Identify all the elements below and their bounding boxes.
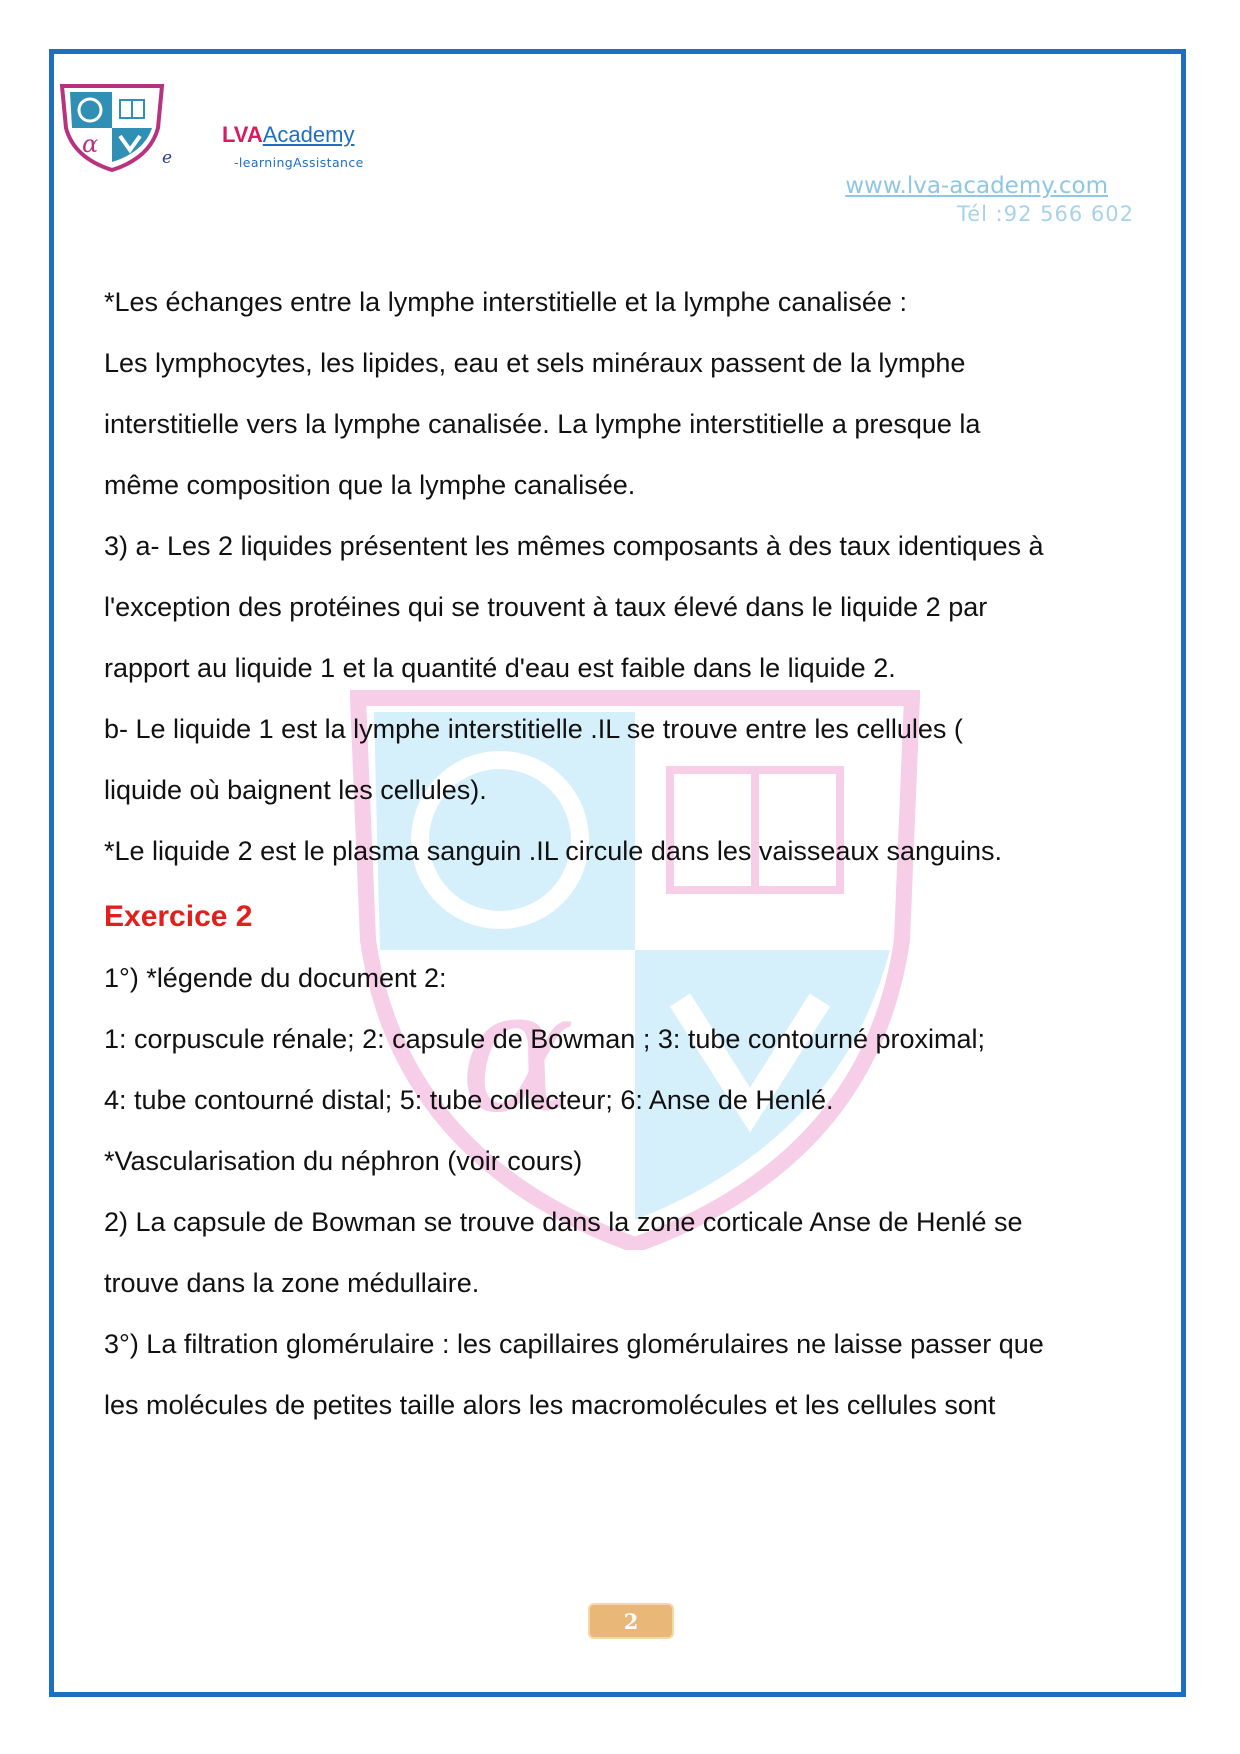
- paragraph-line: 2) La capsule de Bowman se trouve dans la zone corticale Anse de Henlé se: [104, 1207, 1023, 1237]
- paragraph-line: liquide où baignent les cellules).: [104, 775, 487, 805]
- paragraph-line: *Vascularisation du néphron (voir cours): [104, 1146, 583, 1176]
- logo-letter: e: [162, 148, 173, 168]
- paragraph-line: 4: tube contourné distal; 5: tube collecteur; 6: Anse de Henlé.: [104, 1085, 834, 1115]
- paragraph-line: Les lymphocytes, les lipides, eau et sels minéraux passent de la lymphe: [104, 348, 966, 378]
- lva-logo-icon: [58, 80, 166, 172]
- paragraph-line: les molécules de petites taille alors les macromolécules et les cellules sont: [104, 1390, 996, 1420]
- page-number-badge: [588, 1603, 674, 1639]
- phone-number: Tél :92 566 602: [956, 202, 1134, 226]
- paragraph-line: interstitielle vers la lymphe canalisée. La lymphe interstitielle a presque la: [104, 409, 981, 439]
- paragraph-line: même composition que la lymphe canalisée.: [104, 470, 636, 500]
- paragraph-line: b- Le liquide 1 est la lymphe interstitielle .IL se trouve entre les cellules (: [104, 714, 963, 744]
- brand-name: [222, 122, 354, 148]
- svg-text:α: α: [82, 130, 99, 158]
- paragraph-line: 1°) *légende du document 2:: [104, 963, 447, 993]
- page-number: 2: [623, 1608, 639, 1634]
- exercise-heading: Exercice 2: [104, 900, 253, 933]
- brand-tagline: -learningAssistance: [234, 155, 364, 170]
- paragraph-line: *Les échanges entre la lymphe interstitielle et la lymphe canalisée :: [104, 287, 907, 317]
- paragraph-line: 3°) La filtration glomérulaire : les capillaires glomérulaires ne laisse passer que: [104, 1329, 1044, 1359]
- document-body: [104, 277, 1174, 1441]
- brand-suffix: Academy: [262, 122, 355, 147]
- paragraph-line: l'exception des protéines qui se trouvent à taux élevé dans le liquide 2 par: [104, 592, 988, 622]
- website-link[interactable]: www.lva-academy.com: [845, 173, 1108, 199]
- paragraph-line: rapport au liquide 1 et la quantité d'eau est faible dans le liquide 2.: [104, 653, 896, 683]
- paragraph-line: trouve dans la zone médullaire.: [104, 1268, 480, 1298]
- brand-prefix: LVA: [222, 122, 263, 147]
- paragraph-line: 1: corpuscule rénale; 2: capsule de Bowman ; 3: tube contourné proximal;: [104, 1024, 986, 1054]
- paragraph-line: *Le liquide 2 est le plasma sanguin .IL circule dans les vaisseaux sanguins.: [104, 836, 1003, 866]
- paragraph-line: 3) a- Les 2 liquides présentent les mêmes composants à des taux identiques à: [104, 531, 1044, 561]
- svg-text:α: α: [460, 953, 575, 1151]
